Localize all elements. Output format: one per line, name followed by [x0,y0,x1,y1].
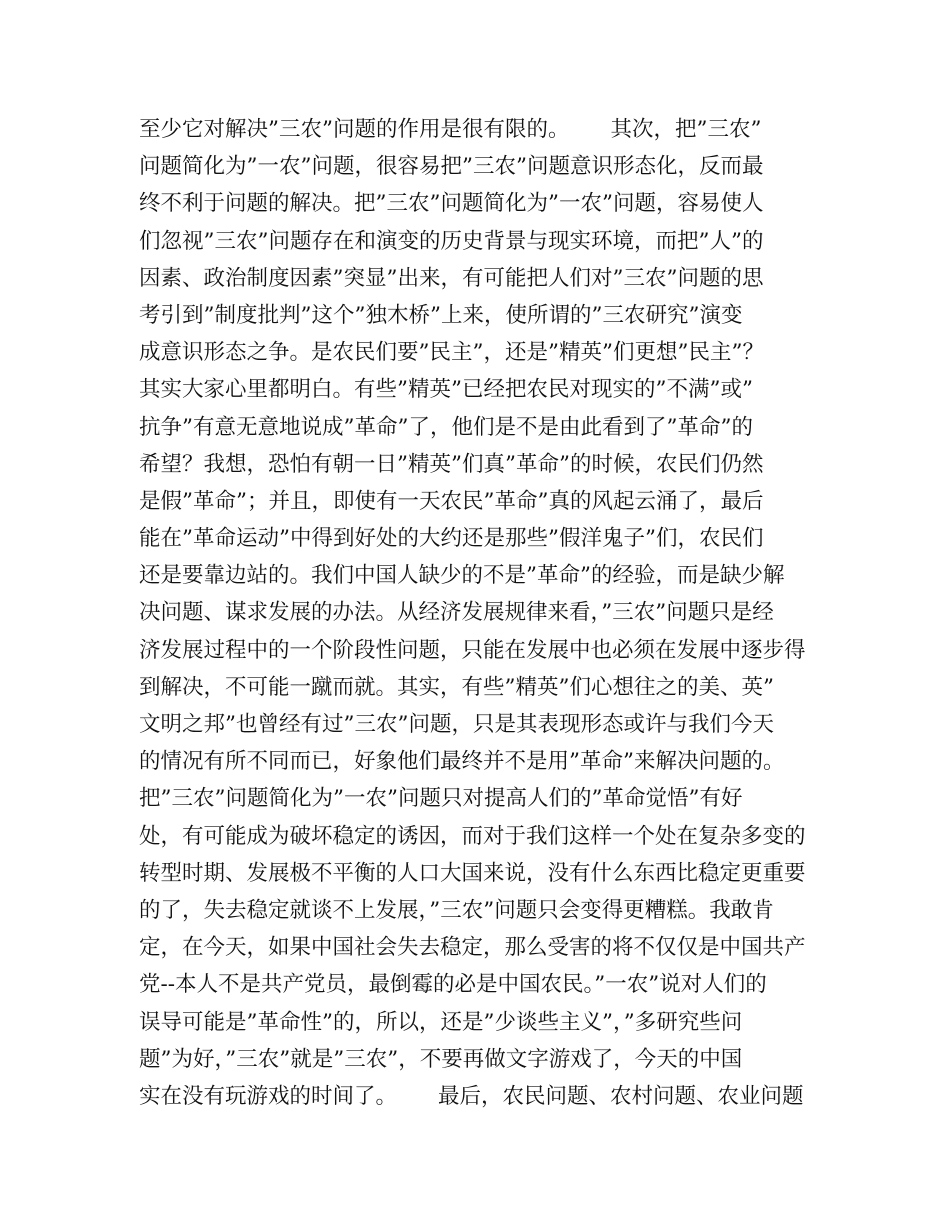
body-text [139,111,829,1115]
text-line-14: 决问题、谋求发展的办法。从经济发展规律来看，”三农”问题只是经 [139,600,774,626]
text-line-22: 的了，失去稳定就谈不上发展，”三农”问题只会变得更糟糕。我敢肯 [139,897,774,923]
text-line-18: 的情况有所不同而已，好象他们最终并不是用”革命”来解决问题的。 [139,749,785,775]
text-line-23: 定，在今天，如果中国社会失去稳定，那么受害的将不仅仅是中国共产 [139,935,806,961]
text-line-26: 题”为好，”三农”就是”三农”，不要再做文字游戏了，今天的中国 [139,1046,743,1072]
text-line-13: 还是要靠边站的。我们中国人缺少的不是”革命”的经验，而是缺少解 [139,563,785,589]
text-line-12: 能在”革命运动”中得到好处的大约还是那些”假洋鬼子”们，农民们 [139,526,764,552]
text-line-11: 是假”革命”；并且，即使有一天农民”革命”真的风起云涌了，最后 [139,488,764,514]
text-line-2: 问题简化为”一农”问题，很容易把”三农”问题意识形态化，反而最 [139,154,764,180]
text-line-21: 转型时期、发展极不平衡的人口大国来说，没有什么东西比稳定更重要 [139,860,806,886]
text-line-19: 把”三农”问题简化为”一农”问题只对提高人们的”革命觉悟”有好 [139,786,743,812]
text-line-8: 其实大家心里都明白。有些”精英”已经把农民对现实的”不满”或” [139,377,753,403]
text-line-3: 终不利于问题的解决。把”三农”问题简化为”一农”问题，容易使人 [139,191,764,217]
text-line-16: 到解决，不可能一蹴而就。其实，有些”精英”们心想往之的美、英” [139,674,774,700]
text-line-10: 希望？我想，恐怕有朝一日”精英”们真”革命”的时候，农民们仍然 [139,451,764,477]
text-line-27: 实在没有玩游戏的时间了。 最后，农民问题、农村问题、农业问题 [139,1083,804,1109]
text-line-24: 党--本人不是共产党员，最倒霉的必是中国农民。”一农”说对人们的 [139,972,767,998]
text-line-9: 抗争”有意无意地说成”革命”了，他们是不是由此看到了”革命”的 [139,414,753,440]
text-line-6: 考引到”制度批判”这个”独木桥”上来，使所谓的”三农研究”演变 [139,302,743,328]
text-line-5: 因素、政治制度因素”突显”出来，有可能把人们对”三农”问题的思 [139,265,764,291]
text-line-7: 成意识形态之争。是农民们要”民主”，还是”精英”们更想”民主”？ [139,340,764,366]
text-line-20: 处，有可能成为破坏稳定的诱因，而对于我们这样一个处在复杂多变的 [139,823,806,849]
text-line-25: 误导可能是”革命性”的，所以，还是”少谈些主义”，”多研究些问 [139,1009,743,1035]
text-line-15: 济发展过程中的一个阶段性问题，只能在发展中也必须在发展中逐步得 [139,637,806,663]
text-line-4: 们忽视”三农”问题存在和演变的历史背景与现实环境，而把”人”的 [139,228,764,254]
text-line-17: 文明之邦”也曾经有过”三农”问题，只是其表现形态或许与我们今天 [139,712,774,737]
text-line-1: 至少它对解决”三农”问题的作用是很有限的。 其次，把”三农” [139,117,762,142]
